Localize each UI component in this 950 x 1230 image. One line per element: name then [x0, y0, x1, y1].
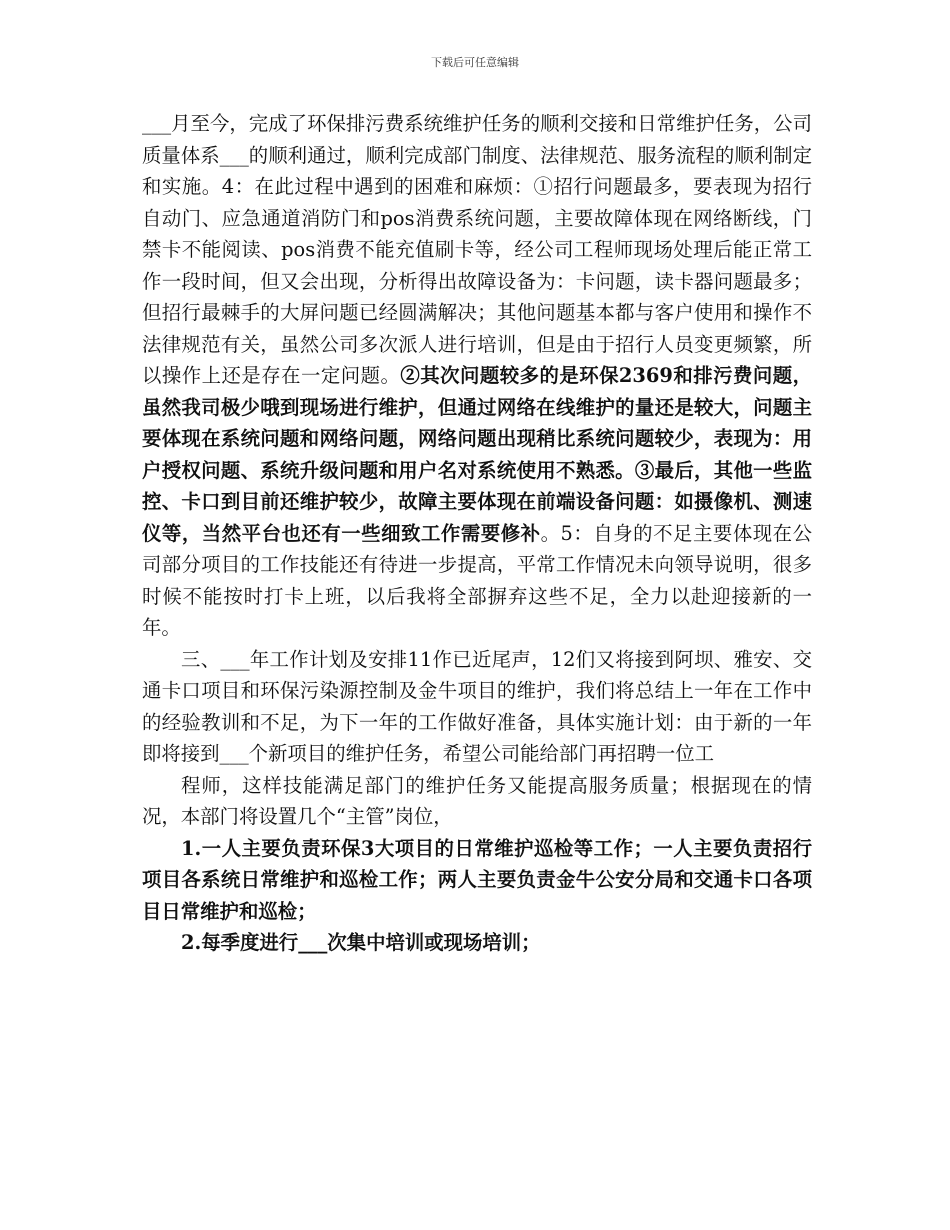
paragraph-1-text-a: ___月至今，完成了环保排污费系统维护任务的顺利交接和日常维护任务，公司质量体系___的顺利通过，顺利完成部门制度、法律规范、服务流程的顺利制定和实施。4：在此过程中遇到的困难和麻烦：①招行问题最多，要表现为招行自动门、应急通道消防门和pos消费系统问题，主要故障体现在网络断线，门禁卡不能阅读、pos消费不能充值刷卡等，经公司工程师现场处理后能正常工作一段时间，但又会出现，分析得出故障设备为：卡问题，读卡器问题最多；但招行最棘手的大屏问题已经圆满解决；其他问题基本都与客户使用和操作不法律规范有关，虽然公司多次派人进行培训，但是由于招行人员变更频繁，所以操作上还是存在一定问题。: [142, 112, 812, 387]
list-item-2: 2.每季度进行___次集中培训或现场培训；: [181, 931, 541, 954]
paragraph-1: [142, 108, 812, 644]
page-header: 下载后可任意编辑: [431, 56, 519, 69]
paragraph-1-bold-text: ②其次问题较多的是环保2369和排污费问题，虽然我司极少哦到现场进行维护，但通过网络在线维护的量还是较大，问题主要体现在系统问题和网络问题，网络问题出现稍比系统问题较少，表现为：用户授权问题、系统升级问题和用户名对系统使用不熟悉。③最后，其他一些监控、卡口到目前还维护较少，故障主要体现在前端设备问题：如摄像机、测速仪等，当然平台也还有一些细致工作需要修补: [142, 364, 813, 545]
list-item-1: 1.一人主要负责环保3大项目的日常维护巡检等工作；一人主要负责招行项目各系统日常维护和巡检工作；两人主要负责金牛公安分局和交通卡口各项目日常维护和巡检；: [142, 836, 812, 923]
paragraph-1-text-b: 。5：自身的不足主要体现在公司部分项目的工作技能还有待进一步提高，平常工作情况未向领导说明，很多时候不能按时打卡上班，以后我将全部摒弃这些不足，全力以赴迎接新的一年。: [142, 521, 813, 639]
document-body: [142, 108, 812, 959]
paragraph-2: 三、___年工作计划及安排11作已近尾声，12们又将接到阿坝、雅安、交通卡口项目和环保污染源控制及金牛项目的维护，我们将总结上一年在工作中的经验教训和不足，为下一年的工作做好准备，具体实施计划：由于新的一年即将接到___个新项目的维护任务，希望公司能给部门再招聘一位工: [142, 647, 812, 765]
paragraph-3: 程师，这样技能满足部门的维护任务又能提高服务质量；根据现在的情况，本部门将设置几个“主管”岗位，: [142, 773, 812, 828]
